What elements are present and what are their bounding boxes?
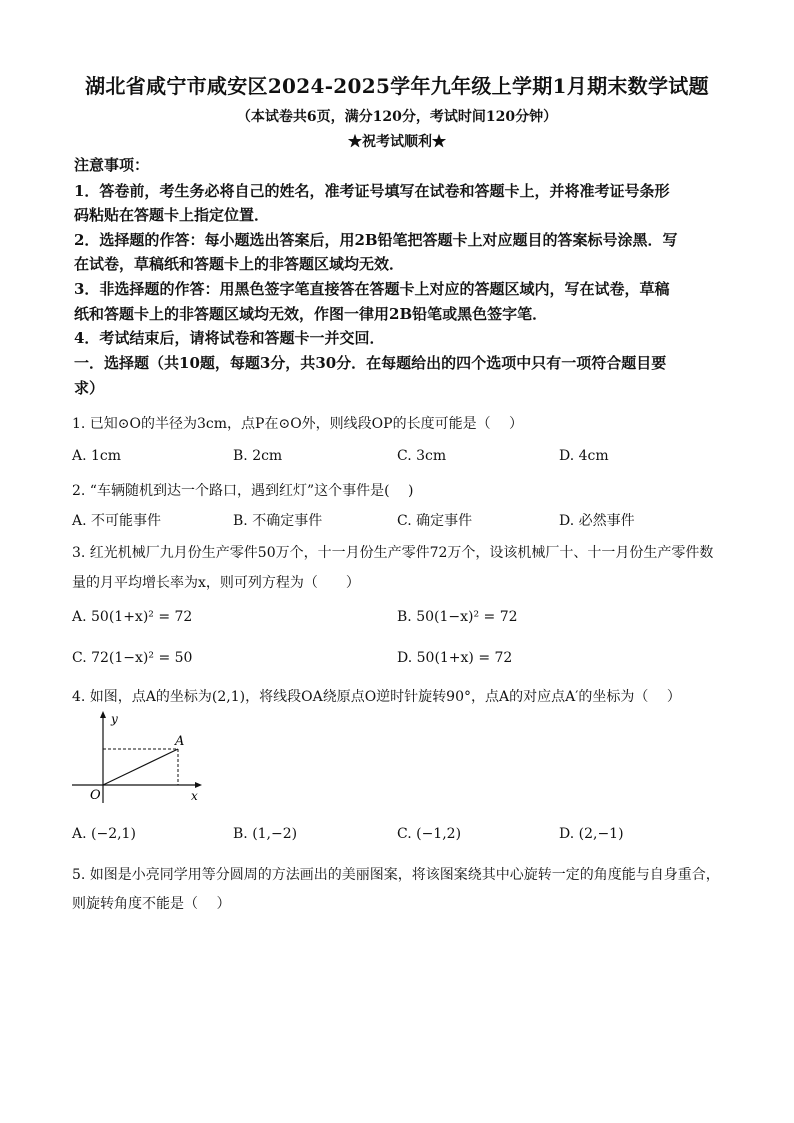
q2-option-d: D. 必然事件 [559,513,635,529]
q3-option-a: A. 50(1+x)² = 72 [72,609,193,625]
label-origin: O [90,788,101,803]
label-x: x [191,789,198,803]
note-line: 3．非选择题的作答：用黑色签字笔直接答在答题卡上对应的答题区域内，写在试卷，草稿 [74,280,670,298]
q4-option-a: A. (−2,1) [72,826,136,842]
exam-wish: ★祝考试顺利★ [348,134,446,150]
q2-option-b: B. 不确定事件 [233,513,323,529]
section-heading-cont: 求） [74,379,105,397]
x-axis-arrow-icon [195,782,202,788]
question-1-stem: 1. 已知⊙O的半径为3cm，点P在⊙O外，则线段OP的长度可能是（ ） [72,416,524,432]
label-y: y [111,712,118,726]
q4-coordinate-figure [66,707,206,807]
exam-subtitle: （本试卷共6页，满分120分，考试时间120分钟） [236,109,558,125]
y-axis-arrow-icon [100,711,106,718]
q4-option-b: B. (1,−2) [233,826,298,842]
q1-option-c: C. 3cm [397,448,447,464]
q1-option-a: A. 1cm [72,448,122,464]
question-5-stem-cont: 则旋转角度不能是（ ） [72,896,231,912]
q3-option-b: B. 50(1−x)² = 72 [397,609,518,625]
q2-option-a: A. 不可能事件 [72,513,162,529]
q1-option-b: B. 2cm [233,448,283,464]
section-heading: 一．选择题（共10题，每题3分，共30分．在每题给出的四个选项中只有一项符合题目要 [74,354,667,372]
note-line: 4．考试结束后，请将试卷和答题卡一并交回． [74,329,385,347]
note-line: 1．答卷前，考生务必将自己的姓名，准考证号填写在试卷和答题卡上，并将准考证号条形 [74,182,670,200]
q1-option-d: D. 4cm [559,448,609,464]
exam-title: 湖北省咸宁市咸安区2024-2025学年九年级上学期1月期末数学试题 [85,74,709,98]
note-line: 在试卷，草稿纸和答题卡上的非答题区域均无效． [74,255,405,273]
question-3-stem-cont: 量的月平均增长率为x，则可列方程为（ ） [72,575,360,591]
label-point-a: A [175,734,185,749]
q4-option-d: D. (2,−1) [559,826,624,842]
note-line: 2．选择题的作答：每小题选出答案后，用2B铅笔把答题卡上对应题目的答案标号涂黑．写 [74,231,678,249]
notes-heading: 注意事项： [74,156,150,174]
q3-option-c: C. 72(1−x)² = 50 [72,650,193,666]
question-5-stem: 5. 如图是小亮同学用等分圆周的方法画出的美丽图案，将该图案绕其中心旋转一定的角度能与自身重合， [72,867,720,883]
q3-option-d: D. 50(1+x) = 72 [397,650,513,666]
note-line: 纸和答题卡上的非答题区域均无效，作图一律用2B铅笔或黑色签字笔． [74,305,548,323]
question-2-stem: 2. “车辆随机到达一个路口，遇到红灯”这个事件是( ) [72,483,414,499]
question-3-stem: 3. 红光机械厂九月份生产零件50万个，十一月份生产零件72万个，设该机械厂十、十一月份生产零件数 [72,545,714,561]
q4-option-c: C. (−1,2) [397,826,462,842]
question-4-stem: 4. 如图，点A的坐标为(2,1)，将线段OA绕原点O逆时针旋转90°，点A的对应点A′的坐标为（ ） [72,689,681,705]
q2-option-c: C. 确定事件 [397,513,473,529]
segment-oa [103,749,178,785]
note-line: 码粘贴在答题卡上指定位置． [74,206,270,224]
